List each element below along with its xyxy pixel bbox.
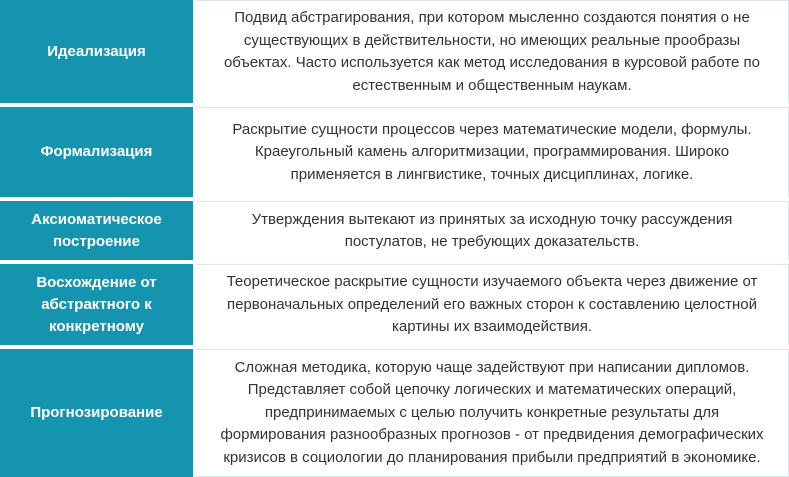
table-row bbox=[0, 349, 789, 477]
term-cell: Формализация bbox=[0, 107, 196, 197]
description-cell: Утверждения вытекают из принятых за исходную точку рассуждения постулатов, не требующих доказательств. bbox=[196, 201, 789, 260]
description-cell: Сложная методика, которую чаще задействуют при написании дипломов. Представляет собой цепочку логических и математических операций, предпринимаемых с целью получить конкретные результаты для формирования разнообразных прогнозов - от предвидения демографических кризисов в социологии до планирования прибыли предприятий в экономике. bbox=[196, 349, 789, 477]
table-row bbox=[0, 264, 789, 349]
term-cell: Прогнозирование bbox=[0, 349, 196, 477]
table-row bbox=[0, 0, 789, 107]
term-cell: Аксиоматическое построение bbox=[0, 201, 196, 260]
table-row bbox=[0, 107, 789, 201]
term-cell: Идеализация bbox=[0, 0, 196, 103]
description-cell: Раскрытие сущности процессов через математические модели, формулы. Краеугольный камень алгоритмизации, программирования. Широко применяется в лингвистике, точных дисциплинах, логике. bbox=[196, 107, 789, 197]
term-cell: Восхождение от абстрактного к конкретному bbox=[0, 264, 196, 345]
description-cell: Подвид абстрагирования, при котором мысленно создаются понятия о не существующих в действительности, но имеющих реальные прообразы объектах. Часто используется как метод исследования в курсовой работе по естественным и общественным наукам. bbox=[196, 0, 789, 103]
table-row bbox=[0, 201, 789, 264]
description-cell: Теоретическое раскрытие сущности изучаемого объекта через движение от первоначальных определений его важных сторон к составлению целостной картины их взаимодействия. bbox=[196, 264, 789, 345]
